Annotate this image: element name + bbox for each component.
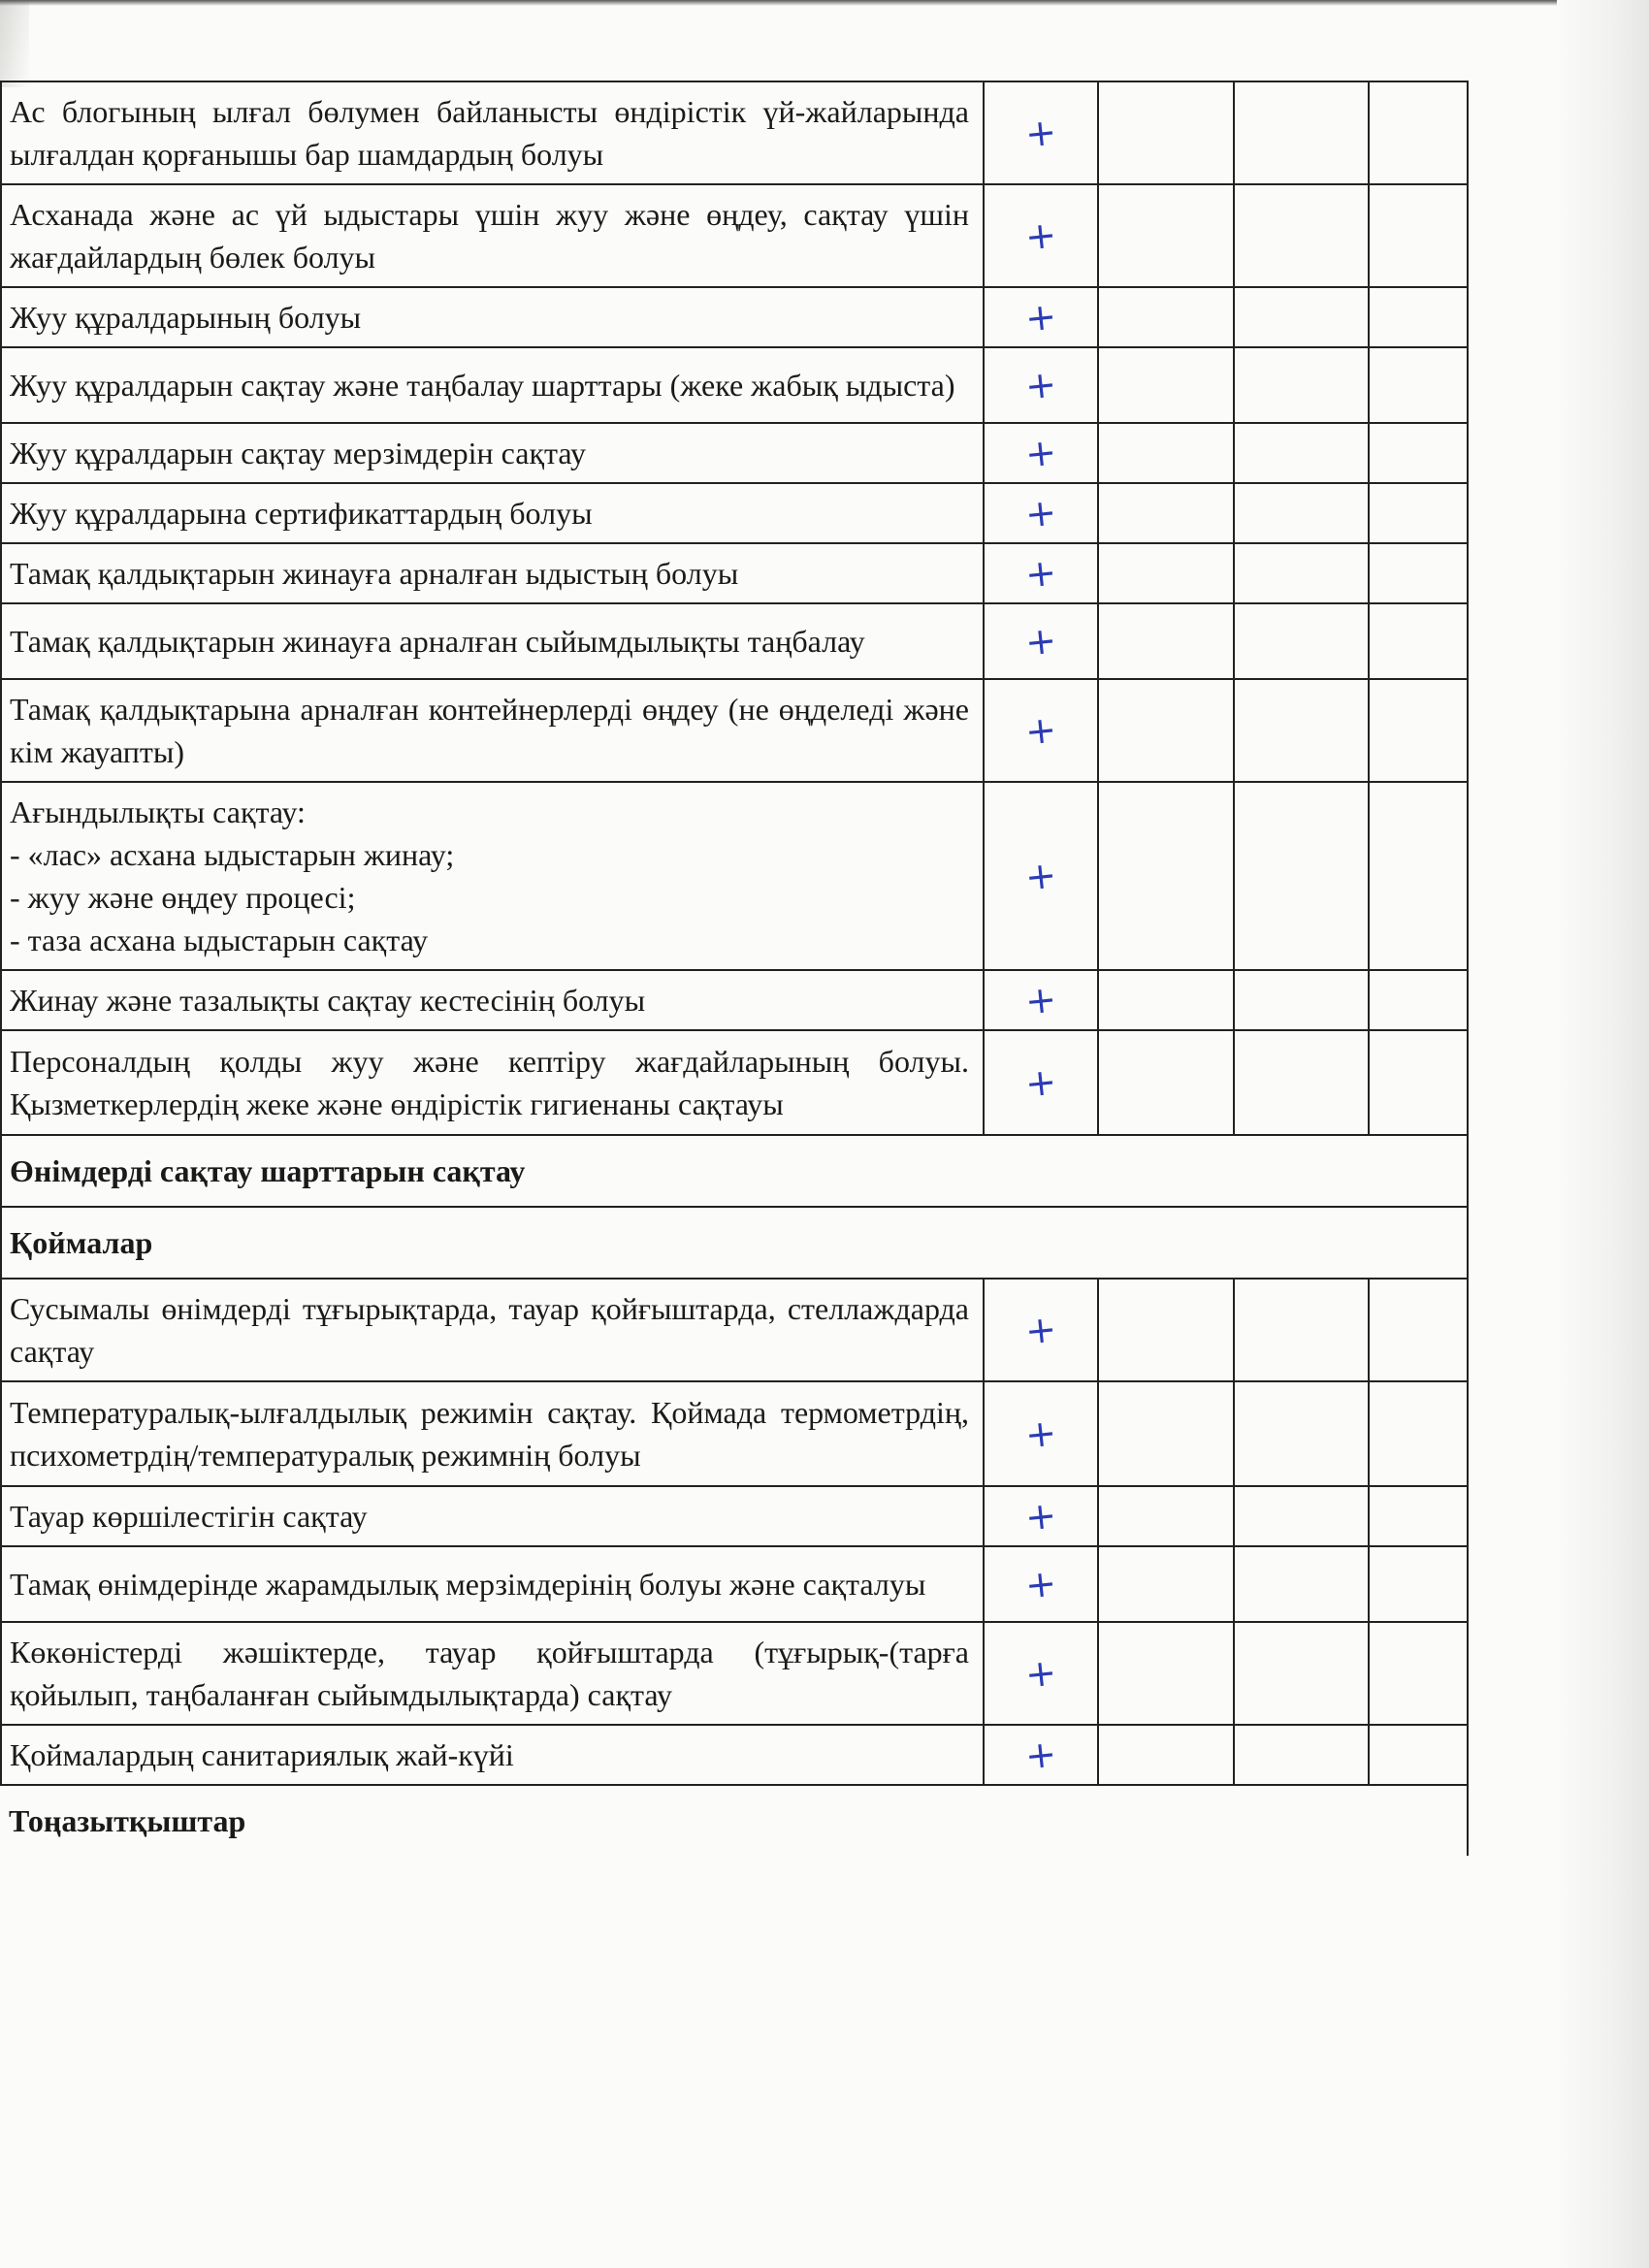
- compliance-no-cell: [1098, 970, 1234, 1030]
- page-corner-fold: [0, 0, 29, 87]
- compliance-yes-cell: [984, 347, 1098, 423]
- requirement-cell: [1, 782, 984, 970]
- table-row: [1, 603, 1468, 679]
- compliance-no-cell: [1098, 1279, 1234, 1381]
- compliance-no-cell: [1098, 1381, 1234, 1486]
- page-edge-shadow: [1557, 0, 1649, 2268]
- table-row: [1, 423, 1468, 483]
- not-applicable-cell: [1234, 483, 1369, 543]
- scan-edge: [0, 0, 1649, 6]
- not-applicable-cell: [1234, 782, 1369, 970]
- compliance-no-cell: [1098, 679, 1234, 782]
- handwritten-plus-mark: +: [1022, 977, 1059, 1023]
- compliance-yes-cell: [984, 184, 1098, 287]
- handwritten-plus-mark: +: [1022, 618, 1059, 664]
- section-row: [1, 1207, 1468, 1279]
- not-applicable-cell: [1234, 679, 1369, 782]
- handwritten-plus-mark: +: [1022, 212, 1059, 259]
- checklist-table: [0, 81, 1469, 1856]
- notes-cell: [1369, 782, 1468, 970]
- compliance-no-cell: [1098, 603, 1234, 679]
- handwritten-plus-mark: +: [1022, 550, 1059, 597]
- not-applicable-cell: [1234, 1546, 1369, 1622]
- not-applicable-cell: [1234, 1725, 1369, 1785]
- requirement-cell: Ас блогының ылғал бөлумен байланысты өндірістік үй-жайларында ылғалдан қорғанышы бар шамдардың болуы: [1, 81, 984, 184]
- handwritten-plus-mark: +: [1022, 1493, 1059, 1539]
- compliance-no-cell: [1098, 483, 1234, 543]
- section-heading: Тоңазытқыштар: [1, 1785, 1468, 1856]
- table-row: [1, 1030, 1468, 1135]
- notes-cell: [1369, 603, 1468, 679]
- table-row: [1, 970, 1468, 1030]
- compliance-yes-cell: [984, 483, 1098, 543]
- compliance-no-cell: [1098, 1486, 1234, 1546]
- not-applicable-cell: [1234, 543, 1369, 603]
- compliance-no-cell: [1098, 1030, 1234, 1135]
- table-row: [1, 1725, 1468, 1785]
- section-row: [1, 1135, 1468, 1207]
- requirement-line: Ағындылықты сақтау:: [10, 794, 306, 829]
- compliance-yes-cell: [984, 970, 1098, 1030]
- not-applicable-cell: [1234, 603, 1369, 679]
- requirement-cell: Көкөністерді жәшіктерде, тауар қойғыштарда (тұғырық-(тарға қойылып, таңбаланған сыйымдылықтарда) сақтау: [1, 1622, 984, 1725]
- table-row: [1, 1486, 1468, 1546]
- section-heading: Қоймалар: [1, 1207, 1468, 1279]
- compliance-yes-cell: [984, 1279, 1098, 1381]
- compliance-yes-cell: [984, 423, 1098, 483]
- table-row: [1, 347, 1468, 423]
- notes-cell: [1369, 1381, 1468, 1486]
- requirement-cell: Сусымалы өнімдерді тұғырықтарда, тауар қойғыштарда, стеллаждарда сақтау: [1, 1279, 984, 1381]
- section-heading: Өнімдерді сақтау шарттарын сақтау: [1, 1135, 1468, 1207]
- requirement-cell: Жуу құралдарына сертификаттардың болуы: [1, 483, 984, 543]
- table-row: [1, 543, 1468, 603]
- requirement-cell: Тамақ қалдықтарына арналған контейнерлерді өңдеу (не өңделеді және кім жауапты): [1, 679, 984, 782]
- compliance-yes-cell: [984, 1546, 1098, 1622]
- table-row: [1, 1622, 1468, 1725]
- compliance-yes-cell: [984, 543, 1098, 603]
- notes-cell: [1369, 970, 1468, 1030]
- compliance-no-cell: [1098, 543, 1234, 603]
- compliance-no-cell: [1098, 184, 1234, 287]
- compliance-yes-cell: [984, 782, 1098, 970]
- not-applicable-cell: [1234, 1486, 1369, 1546]
- not-applicable-cell: [1234, 1622, 1369, 1725]
- compliance-yes-cell: [984, 81, 1098, 184]
- requirement-cell: Жуу құралдарын сақтау мерзімдерін сақтау: [1, 423, 984, 483]
- table-row: [1, 679, 1468, 782]
- compliance-yes-cell: [984, 287, 1098, 347]
- requirement-cell: Тамақ қалдықтарын жинауға арналған сыйымдылықты таңбалау: [1, 603, 984, 679]
- handwritten-plus-mark: +: [1022, 1732, 1059, 1778]
- checklist-body: [1, 81, 1468, 1856]
- compliance-yes-cell: [984, 1725, 1098, 1785]
- compliance-no-cell: [1098, 1546, 1234, 1622]
- compliance-yes-cell: [984, 1030, 1098, 1135]
- not-applicable-cell: [1234, 184, 1369, 287]
- notes-cell: [1369, 81, 1468, 184]
- compliance-yes-cell: [984, 603, 1098, 679]
- not-applicable-cell: [1234, 970, 1369, 1030]
- table-row: [1, 1546, 1468, 1622]
- notes-cell: [1369, 1030, 1468, 1135]
- handwritten-plus-mark: +: [1022, 1059, 1059, 1106]
- handwritten-plus-mark: +: [1022, 490, 1059, 536]
- requirement-line: - жуу және өңдеу процесі;: [10, 880, 356, 915]
- handwritten-plus-mark: +: [1022, 707, 1059, 754]
- requirement-line: - «лас» асхана ыдыстарын жинау;: [10, 837, 455, 872]
- requirement-line: - таза асхана ыдыстарын сақтау: [10, 923, 429, 957]
- handwritten-plus-mark: +: [1022, 1650, 1059, 1697]
- handwritten-plus-mark: +: [1022, 110, 1059, 156]
- compliance-yes-cell: [984, 679, 1098, 782]
- handwritten-plus-mark: +: [1022, 1561, 1059, 1607]
- requirement-cell: Жуу құралдарының болуы: [1, 287, 984, 347]
- handwritten-plus-mark: +: [1022, 294, 1059, 340]
- notes-cell: [1369, 1486, 1468, 1546]
- compliance-no-cell: [1098, 1622, 1234, 1725]
- requirement-cell: Тауар көршілестігін сақтау: [1, 1486, 984, 1546]
- compliance-yes-cell: [984, 1486, 1098, 1546]
- requirement-cell: Асханада және ас үй ыдыстары үшін жуу және өңдеу, сақтау үшін жағдайлардың бөлек болуы: [1, 184, 984, 287]
- table-row: [1, 184, 1468, 287]
- notes-cell: [1369, 1546, 1468, 1622]
- requirement-cell: Жуу құралдарын сақтау және таңбалау шарттары (жеке жабық ыдыста): [1, 347, 984, 423]
- section-row: [1, 1785, 1468, 1856]
- handwritten-plus-mark: +: [1022, 430, 1059, 476]
- notes-cell: [1369, 1725, 1468, 1785]
- not-applicable-cell: [1234, 423, 1369, 483]
- handwritten-plus-mark: +: [1022, 362, 1059, 408]
- not-applicable-cell: [1234, 1279, 1369, 1381]
- not-applicable-cell: [1234, 81, 1369, 184]
- not-applicable-cell: [1234, 1030, 1369, 1135]
- not-applicable-cell: [1234, 1381, 1369, 1486]
- notes-cell: [1369, 679, 1468, 782]
- table-row: [1, 1381, 1468, 1486]
- compliance-yes-cell: [984, 1622, 1098, 1725]
- requirement-cell: Жинау және тазалықты сақтау кестесінің болуы: [1, 970, 984, 1030]
- compliance-no-cell: [1098, 423, 1234, 483]
- notes-cell: [1369, 543, 1468, 603]
- table-row: [1, 483, 1468, 543]
- requirement-cell: Персоналдың қолды жуу және кептіру жағдайларының болуы. Қызметкерлердің жеке және өндірістік гигиенаны сақтауы: [1, 1030, 984, 1135]
- table-row: [1, 287, 1468, 347]
- notes-cell: [1369, 423, 1468, 483]
- notes-cell: [1369, 287, 1468, 347]
- requirement-cell: Температуралық-ылғалдылық режимін сақтау. Қоймада термометрдің, психометрдің/температуралық режимнің болуы: [1, 1381, 984, 1486]
- handwritten-plus-mark: +: [1022, 1410, 1059, 1457]
- handwritten-plus-mark: +: [1022, 853, 1059, 899]
- not-applicable-cell: [1234, 287, 1369, 347]
- notes-cell: [1369, 483, 1468, 543]
- compliance-no-cell: [1098, 347, 1234, 423]
- requirement-cell: Тамақ қалдықтарын жинауға арналған ыдыстың болуы: [1, 543, 984, 603]
- compliance-no-cell: [1098, 287, 1234, 347]
- table-row: [1, 782, 1468, 970]
- notes-cell: [1369, 1622, 1468, 1725]
- handwritten-plus-mark: +: [1022, 1307, 1059, 1353]
- requirement-cell: Тамақ өнімдерінде жарамдылық мерзімдерінің болуы және сақталуы: [1, 1546, 984, 1622]
- table-row: [1, 81, 1468, 184]
- notes-cell: [1369, 184, 1468, 287]
- notes-cell: [1369, 1279, 1468, 1381]
- compliance-yes-cell: [984, 1381, 1098, 1486]
- requirement-cell: Қоймалардың санитариялық жай-күйі: [1, 1725, 984, 1785]
- table-row: [1, 1279, 1468, 1381]
- compliance-no-cell: [1098, 782, 1234, 970]
- not-applicable-cell: [1234, 347, 1369, 423]
- compliance-no-cell: [1098, 81, 1234, 184]
- compliance-no-cell: [1098, 1725, 1234, 1785]
- notes-cell: [1369, 347, 1468, 423]
